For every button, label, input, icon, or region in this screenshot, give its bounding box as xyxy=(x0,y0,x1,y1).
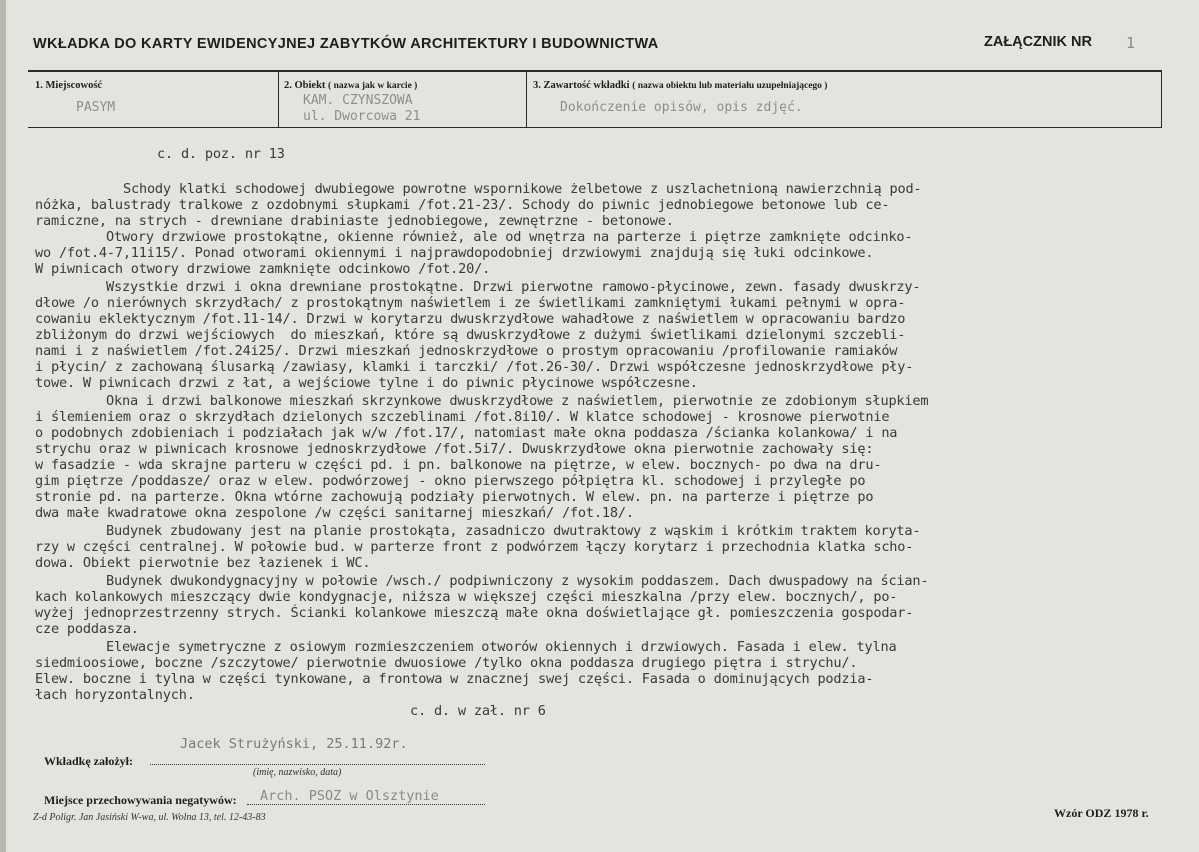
author-hint: (imię, nazwisko, data) xyxy=(253,767,342,778)
negatives-value: Arch. PSOZ w Olsztynie xyxy=(260,788,439,804)
body-line: Elewacje symetryczne z osiowym rozmieszczeniem otworów okiennych i drzwiowych. Fasada i elew. tylna xyxy=(106,639,897,655)
body-line: cowaniu eklektycznym /fot.11-14/. Drzwi w korytarzu dwuskrzydłowe wahadłowe z naświetlem w opracowaniu bardzo xyxy=(35,311,906,327)
body-line: W piwnicach otwory drzwiowe zamknięte odcinkowo /fot.20/. xyxy=(35,261,491,277)
object-value-line1: KAM. CZYNSZOWA xyxy=(303,93,413,108)
content-value: Dokończenie opisów, opis zdjęć. xyxy=(560,100,803,115)
body-line: Budynek dwukondygnacyjny w połowie /wsch./ podpiwniczony z wysokim poddaszem. Dach dwuspadowy na ścian- xyxy=(106,573,929,589)
body-line: i ślemieniem oraz o skrzydłach dzielonych szczeblinami /fot.8i10/. W klatce schodowej - krosnowe pierwotnie xyxy=(35,409,890,425)
annex-label: ZAŁĄCZNIK NR xyxy=(984,34,1092,50)
field-divider-3 xyxy=(1161,71,1162,128)
body-line: wyżej jednoprzestrzenny strych. Ścianki kolankowe mieszczą małe okna doświetlające gł. pomieszczenia gospodar- xyxy=(35,605,914,621)
body-line: cze poddasza. xyxy=(35,621,139,637)
body-line: łach horyzontalnych. xyxy=(35,687,195,703)
body-line: Budynek zbudowany jest na planie prostokąta, zasadniczo dwutraktowy z wąskim i krótkim traktem koryta- xyxy=(106,523,921,539)
content-label-main: 3. Zawartość wkładki xyxy=(533,80,630,91)
locality-value: PASYM xyxy=(76,100,116,115)
negatives-dotted-line xyxy=(247,804,485,805)
body-line: nóżka, balustrady tralkowe z ozdobnymi słupkami /fot.21-23/. Schody do piwnic jednobiegowe betonowe lub ce- xyxy=(35,197,890,213)
body-line: Okna i drzwi balkonowe mieszkań skrzynkowe dwuskrzydłowe z naświetlem, pierwotnie ze zdobionym słupkiem xyxy=(106,393,929,409)
body-line: i płycin/ z zachowaną ślusarką /zawiasy, klamki i tarczki/ /fot.26-30/. Drzwi współczesne jednoskrzydłowe pły- xyxy=(35,359,914,375)
body-line: Otwory drzwiowe prostokątne, okienne również, ale od wnętrza na parterze i piętrze zamknięte odcinko- xyxy=(106,229,913,245)
body-line: dłowe /o nierównych skrzydłach/ z prostokątnym naświetlem i ze świetlikami zamkniętymi łukami pełnymi w opra- xyxy=(35,295,906,311)
author-label: Wkładkę założył: xyxy=(44,754,133,768)
body-line: Elew. boczne i tylna w części tynkowane, a frontowa w znacznej swej części. Fasada o dominujących podzia- xyxy=(35,671,874,687)
body-line: w fasadzie - wda skrajne parteru w części pd. i pn. balkonowe na piętrze, w elew. bocznych- po dwa na dru- xyxy=(35,457,882,473)
body-line: ramiczne, na strych - drewniane drabiniaste jednobiegowe, zewnętrzne - betonowe. xyxy=(35,213,674,229)
negatives-label: Miejsce przechowywania negatywów: xyxy=(44,793,237,807)
field-divider-1 xyxy=(278,71,279,128)
content-label-sub: ( nazwa obiektu lub materiału uzupełniającego ) xyxy=(632,81,828,91)
field-divider-2 xyxy=(526,71,527,128)
field-bottom-rule xyxy=(28,127,1162,128)
object-value-line2: ul. Dworcowa 21 xyxy=(303,109,421,124)
body-line: c. d. poz. nr 13 xyxy=(157,146,285,162)
author-value: Jacek Strużyński, 25.11.92r. xyxy=(180,736,408,752)
body-line: siedmioosiowe, boczne /szczytowe/ pierwotnie dwuosiowe /tylko okna poddasza drugiego piętra i strychu/. xyxy=(35,655,858,671)
body-line: gim piętrze /poddasze/ oraz w elew. podwórzowej - okno pierwszego półpiętra kl. schodowej i przyległe po xyxy=(35,473,866,489)
body-line: Wszystkie drzwi i okna drewniane prostokątne. Drzwi pierwotne ramowo-płycinowe, zewn. fasady dwuskrzy- xyxy=(106,279,921,295)
form-title: WKŁADKA DO KARTY EWIDENCYJNEJ ZABYTKÓW ARCHITEKTURY I BUDOWNICTWA xyxy=(33,36,659,52)
author-dotted-line xyxy=(150,764,485,765)
body-line: dwa małe kwadratowe okna zespolone /w części sanitarnej mieszkań/ /fot.18/. xyxy=(35,505,634,521)
object-label-sub: ( nazwa jak w karcie ) xyxy=(328,81,418,91)
continuation-note: c. d. w zał. nr 6 xyxy=(410,703,546,719)
body-line: strychu oraz w piwnicach krosnowe jednoskrzydłowe /fot.5i7/. Dwuskrzydłowe okna pierwotnie zachowały się: xyxy=(35,441,874,457)
card-edge xyxy=(0,0,6,852)
body-line: towe. W piwnicach drzwi z łat, a wejściowe tylne i do piwnic płycinowe współczesne. xyxy=(35,375,698,391)
body-line: Schody klatki schodowej dwubiegowe powrotne wspornikowe żelbetowe z uszlachetnioną nawierzchnią pod- xyxy=(123,181,922,197)
body-line: stronie pd. na parterze. Okna wtórne zachowują podziały pierwotnych. W elew. pn. na parterze i piętrze po xyxy=(35,489,874,505)
body-line: rzy w części centralnej. W połowie bud. w parterze front z podwórzem łączy korytarz i przechodnia klatka scho- xyxy=(35,539,914,555)
content-label xyxy=(533,80,827,91)
form-template-id: Wzór ODZ 1978 r. xyxy=(1054,806,1149,820)
body-line: wo /fot.4-7,11i15/. Ponad otworami okiennymi i najprawdopodobniej drzwiowymi znajdują się łuki odcinkowe. xyxy=(35,245,874,261)
printer-imprint: Z-d Poligr. Jan Jasiński W-wa, ul. Wolna 13, tel. 12-43-83 xyxy=(33,812,266,823)
object-label-main: 2. Obiekt xyxy=(284,80,326,91)
body-line: dowa. Obiekt pierwotnie bez łazienek i WC. xyxy=(35,555,371,571)
object-label xyxy=(284,80,417,91)
body-line: zbliżonym do drzwi wejściowych do mieszkań, które są dwuskrzydłowe z dużymi świetlikami dzielonymi szczebli- xyxy=(35,327,906,343)
body-line: kach kolankowych mieszczący dwie kondygnacje, niższa w większej części mieszkalna /przy elew. bocznych/, po- xyxy=(35,589,898,605)
body-line: o podobnych zdobieniach i podziałach jak w/w /fot.17/, natomiast małe okna poddasza /ścianka kolankowa/ i na xyxy=(35,425,898,441)
body-line: nami i z naświetlem /fot.24i25/. Drzwi mieszkań jednoskrzydłowe o prostym opracowaniu /profilowanie ramiaków xyxy=(35,343,898,359)
annex-number: 1 xyxy=(1126,34,1136,52)
locality-label: 1. Miejscowość xyxy=(35,80,103,91)
top-rule xyxy=(28,70,1162,72)
